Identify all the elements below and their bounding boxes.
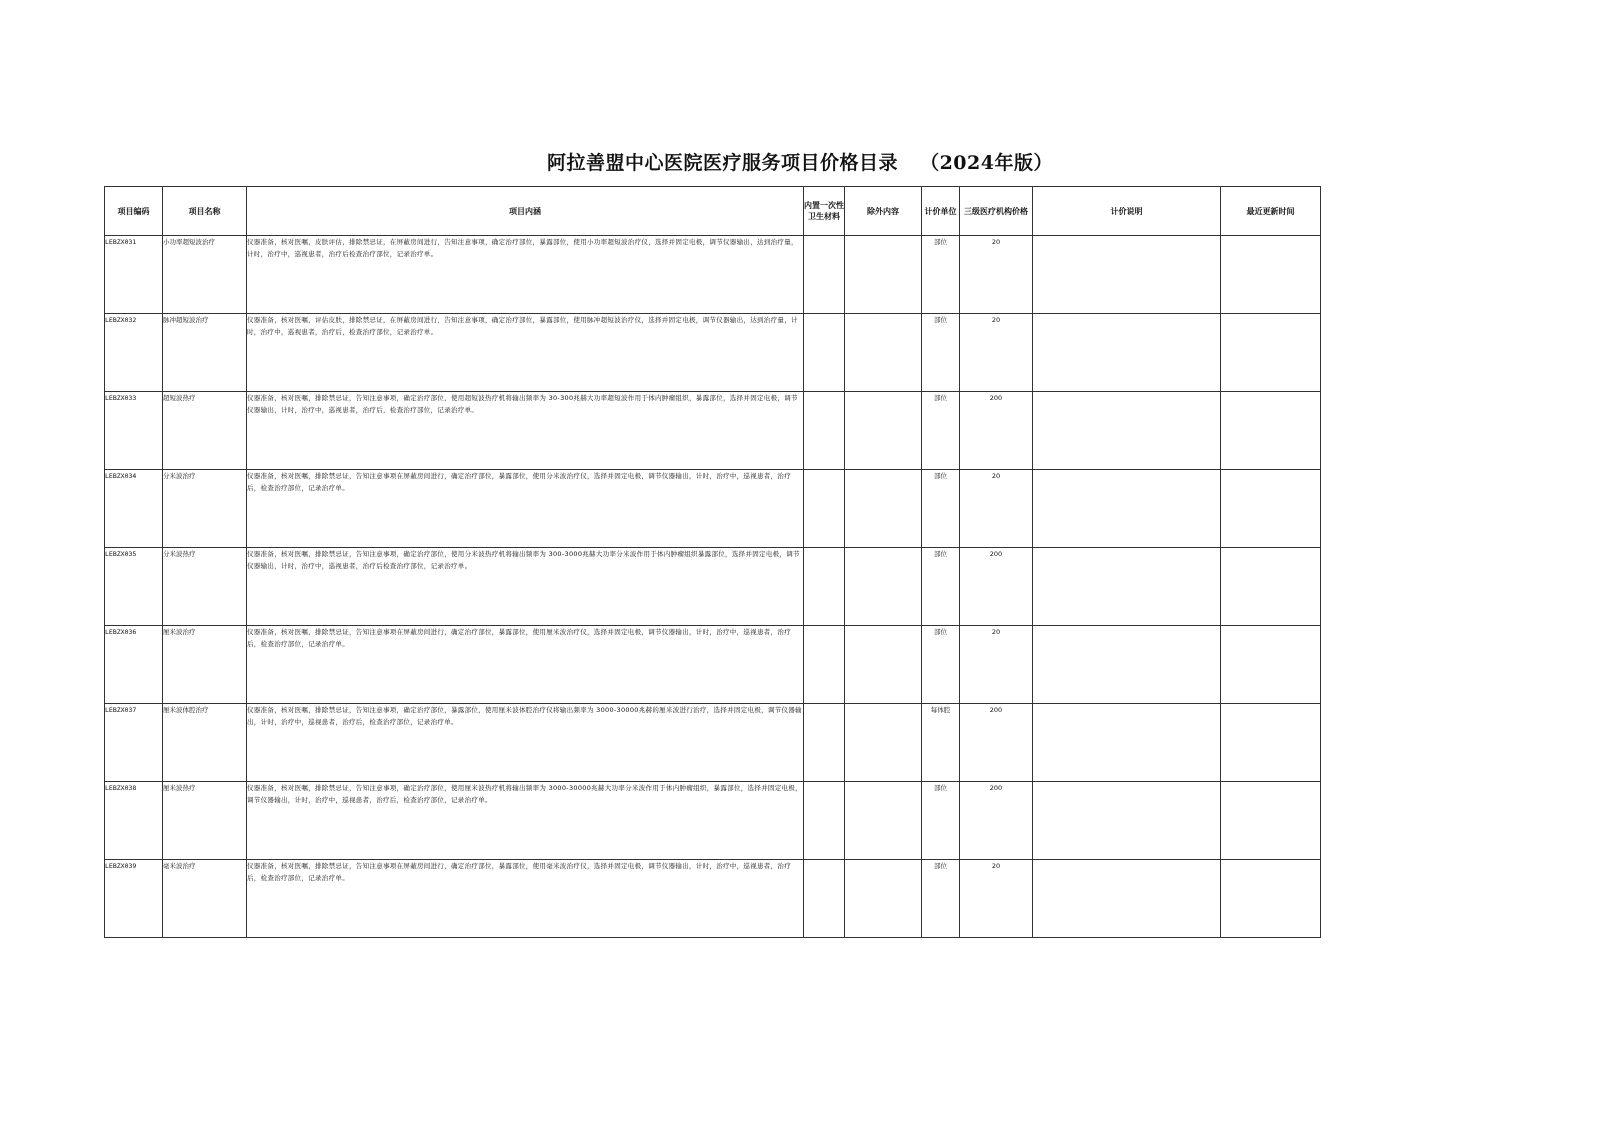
cell-code: LEBZX036 — [105, 626, 163, 704]
cell-excluded — [845, 470, 922, 548]
cell-name: 脉冲超短波治疗 — [163, 314, 247, 392]
cell-updated — [1221, 626, 1321, 704]
cell-excluded — [845, 548, 922, 626]
cell-note — [1033, 782, 1221, 860]
table-row — [105, 392, 1321, 470]
header-excluded: 除外内容 — [845, 187, 922, 236]
cell-note — [1033, 704, 1221, 782]
cell-unit: 部位 — [922, 314, 960, 392]
cell-updated — [1221, 860, 1321, 938]
page-title — [0, 148, 1600, 175]
table-row — [105, 314, 1321, 392]
cell-content: 仪器准备，核对医嘱，排除禁忌证，告知注意事项，确定治疗部位，使用超短波热疗机将输出频率为 30-300兆赫大功率超短波作用于体内肿瘤组织，暴露部位，选择并固定电极，调节仪器输出，计时，治疗中，巡视患者，治疗后，检查治疗部位，记录治疗单。 — [247, 392, 804, 470]
title-main: 阿拉善盟中心医院医疗服务项目价格目录 — [547, 152, 899, 174]
cell-price: 20 — [960, 860, 1033, 938]
header-disposable: 内置一次性卫生材料 — [804, 187, 845, 236]
cell-price: 20 — [960, 314, 1033, 392]
header-updated: 最近更新时间 — [1221, 187, 1321, 236]
cell-disposable — [804, 236, 845, 314]
cell-unit: 部位 — [922, 626, 960, 704]
cell-unit: 部位 — [922, 470, 960, 548]
cell-note — [1033, 392, 1221, 470]
cell-name: 毫米波治疗 — [163, 860, 247, 938]
cell-name: 厘米波热疗 — [163, 782, 247, 860]
cell-disposable — [804, 392, 845, 470]
cell-note — [1033, 236, 1221, 314]
cell-excluded — [845, 392, 922, 470]
cell-code: LEBZX039 — [105, 860, 163, 938]
cell-code: LEBZX031 — [105, 236, 163, 314]
cell-content: 仪器准备，核对医嘱，排除禁忌证，告知注意事项，确定治疗部位，使用厘米波热疗机将输出频率为 3000-30000兆赫大功率分米波作用于体内肿瘤组织，暴露部位，选择并固定电极，调节仪器输出，计时，治疗中，巡视患者，治疗后，检查治疗部位，记录治疗单。 — [247, 782, 804, 860]
table-row — [105, 860, 1321, 938]
cell-note — [1033, 626, 1221, 704]
header-unit: 计价单位 — [922, 187, 960, 236]
header-content: 项目内涵 — [247, 187, 804, 236]
header-price: 三级医疗机构价格 — [960, 187, 1033, 236]
cell-name: 分米波治疗 — [163, 470, 247, 548]
cell-content: 仪器准备，核对医嘱，排除禁忌证，告知注意事项，确定治疗部位，使用分米波热疗机将输出频率为 300-3000兆赫大功率分米波作用于体内肿瘤组织暴露部位，选择并固定电极，调节仪器输出，计时，治疗中，巡视患者，治疗后检查治疗部位，记录治疗单。 — [247, 548, 804, 626]
cell-price: 20 — [960, 626, 1033, 704]
cell-disposable — [804, 470, 845, 548]
cell-updated — [1221, 470, 1321, 548]
table-row — [105, 782, 1321, 860]
cell-disposable — [804, 314, 845, 392]
header-code: 项目编码 — [105, 187, 163, 236]
cell-updated — [1221, 782, 1321, 860]
cell-excluded — [845, 314, 922, 392]
cell-unit: 部位 — [922, 236, 960, 314]
cell-code: LEBZX035 — [105, 548, 163, 626]
table-row — [105, 704, 1321, 782]
cell-updated — [1221, 704, 1321, 782]
cell-unit: 部位 — [922, 548, 960, 626]
title-year: （2024年版） — [920, 152, 1053, 174]
table-header-row — [105, 187, 1321, 236]
table-row — [105, 548, 1321, 626]
cell-excluded — [845, 236, 922, 314]
header-note: 计价说明 — [1033, 187, 1221, 236]
cell-disposable — [804, 704, 845, 782]
table-row — [105, 626, 1321, 704]
table-row — [105, 236, 1321, 314]
cell-updated — [1221, 236, 1321, 314]
cell-content: 仪器准备，核对医嘱，排除禁忌证，告知注意事项在屏蔽房间进行，确定治疗部位，暴露部位，使用毫米波治疗仪，选择并固定电极，调节仪器输出，计时，治疗中，巡视患者，治疗后，检查治疗部位，记录治疗单。 — [247, 860, 804, 938]
cell-unit: 每体腔 — [922, 704, 960, 782]
cell-excluded — [845, 626, 922, 704]
cell-name: 厘米波体腔治疗 — [163, 704, 247, 782]
cell-excluded — [845, 704, 922, 782]
cell-disposable — [804, 626, 845, 704]
cell-price: 20 — [960, 470, 1033, 548]
cell-excluded — [845, 860, 922, 938]
cell-content: 仪器准备，核对医嘱，排除禁忌证，告知注意事项，确定治疗部位，暴露部位，使用厘米波体腔治疗仪将输出频率为 3000-30000兆赫的厘米波进行治疗，选择并固定电极，调节仪器输出，计时，治疗中，巡视患者，治疗后，检查治疗部位，记录治疗单。 — [247, 704, 804, 782]
cell-content: 仪器准备，核对医嘱，排除禁忌证，告知注意事项在屏蔽房间进行，确定治疗部位，暴露部位，使用厘米波治疗仪，选择并固定电极，调节仪器输出，计时，治疗中，巡视患者，治疗后，检查治疗部位，记录治疗单。 — [247, 626, 804, 704]
cell-disposable — [804, 548, 845, 626]
cell-price: 200 — [960, 704, 1033, 782]
cell-code: LEBZX038 — [105, 782, 163, 860]
cell-price: 200 — [960, 782, 1033, 860]
cell-name: 分米波热疗 — [163, 548, 247, 626]
cell-content: 仪器准备，核对医嘱，排除禁忌证，告知注意事项在屏蔽房间进行，确定治疗部位，暴露部位，使用分米波治疗仪，选择并固定电极，调节仪器输出，计时，治疗中，巡视患者，治疗后，检查治疗部位，记录治疗单。 — [247, 470, 804, 548]
cell-price: 20 — [960, 236, 1033, 314]
cell-note — [1033, 314, 1221, 392]
header-name: 项目名称 — [163, 187, 247, 236]
cell-disposable — [804, 782, 845, 860]
cell-updated — [1221, 392, 1321, 470]
cell-code: LEBZX033 — [105, 392, 163, 470]
cell-name: 厘米波治疗 — [163, 626, 247, 704]
price-table — [104, 186, 1321, 938]
cell-content: 仪器准备，核对医嘱，评估皮肤，排除禁忌证，在屏蔽房间进行，告知注意事项，确定治疗部位，暴露部位，使用脉冲超短波治疗仪，选择并固定电极，调节仪器输出，达到治疗量，计时，治疗中，巡视患者，治疗后，检查治疗部位，记录治疗单。 — [247, 314, 804, 392]
cell-name: 超短波热疗 — [163, 392, 247, 470]
cell-excluded — [845, 782, 922, 860]
cell-price: 200 — [960, 548, 1033, 626]
cell-name: 小功率超短波治疗 — [163, 236, 247, 314]
cell-code: LEBZX034 — [105, 470, 163, 548]
cell-note — [1033, 470, 1221, 548]
cell-code: LEBZX037 — [105, 704, 163, 782]
cell-note — [1033, 860, 1221, 938]
cell-updated — [1221, 548, 1321, 626]
cell-content: 仪器准备，核对医嘱，皮肤评估，排除禁忌证，在屏蔽房间进行，告知注意事项，确定治疗部位，暴露部位，使用小功率超短波治疗仪，选择并固定电极，调节仪器输出，达到治疗量，计时，治疗中，巡视患者，治疗后检查治疗部位，记录治疗单。 — [247, 236, 804, 314]
cell-price: 200 — [960, 392, 1033, 470]
cell-code: LEBZX032 — [105, 314, 163, 392]
table-row — [105, 470, 1321, 548]
cell-disposable — [804, 860, 845, 938]
cell-updated — [1221, 314, 1321, 392]
cell-unit: 部位 — [922, 860, 960, 938]
cell-unit: 部位 — [922, 392, 960, 470]
cell-unit: 部位 — [922, 782, 960, 860]
cell-note — [1033, 548, 1221, 626]
